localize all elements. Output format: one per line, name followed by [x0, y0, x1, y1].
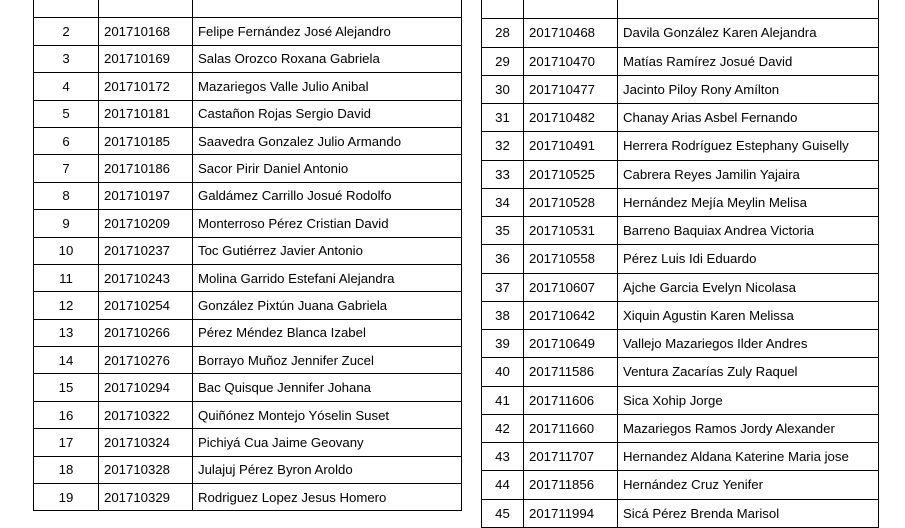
student-table-left: [33, 0, 462, 511]
table-row: [482, 75, 879, 103]
student-code-cell: 201710266: [99, 319, 193, 346]
row-number-cell: 4: [34, 73, 99, 100]
student-code-cell: 201710607: [524, 273, 618, 301]
table-row: [34, 429, 462, 456]
table-row: [34, 182, 462, 209]
student-name-cell: Castañon Rojas Sergio David: [193, 100, 462, 127]
student-code-cell: 201710185: [99, 127, 193, 154]
table-row: [34, 347, 462, 374]
table-row: [34, 374, 462, 401]
student-code-cell: 201710254: [99, 292, 193, 319]
student-code-cell: 201710491: [524, 132, 618, 160]
student-code-cell: 201710169: [99, 45, 193, 72]
student-name-cell: Hernández Cruz Yenifer: [618, 471, 879, 499]
student-name-cell: Monterroso Pérez Cristian David: [193, 210, 462, 237]
row-number-cell: 18: [34, 456, 99, 483]
row-number-cell: 43: [482, 443, 524, 471]
student-name-cell: Quiñónez Montejo Yóselin Suset: [193, 401, 462, 428]
student-name-cell: Matías Ramírez Josué David: [618, 47, 879, 75]
student-code-cell: 201710470: [524, 47, 618, 75]
table-row: [34, 0, 462, 18]
student-code-cell: 201710186: [99, 155, 193, 182]
student-name-cell: Ajche Garcia Evelyn Nicolasa: [618, 273, 879, 301]
row-number-cell: 19: [34, 484, 99, 511]
table-row: [482, 499, 879, 527]
student-name-cell: Saavedra Gonzalez Julio Armando: [193, 127, 462, 154]
student-code-cell: 201711586: [524, 358, 618, 386]
student-code-cell: 201710294: [99, 374, 193, 401]
row-number-cell: 10: [34, 237, 99, 264]
table-row: [34, 237, 462, 264]
table-row: [482, 188, 879, 216]
student-name-cell: Molina Garrido Estefani Alejandra: [193, 264, 462, 291]
student-name-cell: Chanay Arias Asbel Fernando: [618, 104, 879, 132]
row-number-cell: 44: [482, 471, 524, 499]
student-code-cell: [524, 0, 618, 19]
student-name-cell: Bac Quisque Jennifer Johana: [193, 374, 462, 401]
student-name-cell: Felipe Fernández José Alejandro: [193, 18, 462, 45]
table-row: [34, 484, 462, 511]
student-code-cell: 201710322: [99, 401, 193, 428]
student-code-cell: 201710477: [524, 75, 618, 103]
student-code-cell: 201710276: [99, 347, 193, 374]
table-row: [482, 443, 879, 471]
row-number-cell: 9: [34, 210, 99, 237]
row-number-cell: 42: [482, 414, 524, 442]
table-row: [482, 104, 879, 132]
student-code-cell: 201710531: [524, 217, 618, 245]
student-code-cell: 201710482: [524, 104, 618, 132]
student-code-cell: 201710172: [99, 73, 193, 100]
student-name-cell: Pichiyá Cua Jaime Geovany: [193, 429, 462, 456]
row-number-cell: 33: [482, 160, 524, 188]
row-number-cell: 35: [482, 217, 524, 245]
row-number-cell: 40: [482, 358, 524, 386]
row-number-cell: [482, 0, 524, 19]
row-number-cell: 39: [482, 330, 524, 358]
table-row: [34, 100, 462, 127]
row-number-cell: 11: [34, 264, 99, 291]
row-number-cell: 45: [482, 499, 524, 527]
student-code-cell: 201710328: [99, 456, 193, 483]
student-name-cell: Cabrera Reyes Jamilin Yajaira: [618, 160, 879, 188]
row-number-cell: 29: [482, 47, 524, 75]
table-row: [34, 456, 462, 483]
row-number-cell: 28: [482, 19, 524, 47]
student-code-cell: 201711606: [524, 386, 618, 414]
table-row: [482, 301, 879, 329]
row-number-cell: 8: [34, 182, 99, 209]
table-row: [34, 319, 462, 346]
row-number-cell: 15: [34, 374, 99, 401]
student-name-cell: Mazariegos Ramos Jordy Alexander: [618, 414, 879, 442]
row-number-cell: 41: [482, 386, 524, 414]
table-row: [482, 47, 879, 75]
table-row: [34, 210, 462, 237]
student-code-cell: 201710468: [524, 19, 618, 47]
table-row: [34, 155, 462, 182]
student-name-cell: Hernández Mejía Meylin Melisa: [618, 188, 879, 216]
student-table-right: [481, 0, 879, 528]
student-code-cell: 201710528: [524, 188, 618, 216]
student-code-cell: 201710525: [524, 160, 618, 188]
student-code-cell: 201710324: [99, 429, 193, 456]
student-code-cell: 201711660: [524, 414, 618, 442]
table-row: [34, 45, 462, 72]
row-number-cell: 38: [482, 301, 524, 329]
student-code-cell: 201710168: [99, 18, 193, 45]
student-code-cell: 201710243: [99, 264, 193, 291]
student-name-cell: Ventura Zacarías Zuly Raquel: [618, 358, 879, 386]
table-row: [482, 330, 879, 358]
row-number-cell: 36: [482, 245, 524, 273]
student-name-cell: Herrera Rodríguez Estephany Guiselly: [618, 132, 879, 160]
student-code-cell: [99, 0, 193, 18]
student-name-cell: Toc Gutiérrez Javier Antonio: [193, 237, 462, 264]
table-row: [482, 160, 879, 188]
row-number-cell: 30: [482, 75, 524, 103]
row-number-cell: 37: [482, 273, 524, 301]
student-name-cell: Borrayo Muñoz Jennifer Zucel: [193, 347, 462, 374]
student-code-cell: 201711994: [524, 499, 618, 527]
student-name-cell: Julajuj Pérez Byron Aroldo: [193, 456, 462, 483]
row-number-cell: 14: [34, 347, 99, 374]
student-name-cell: Barreno Baquiax Andrea Victoria: [618, 217, 879, 245]
table-row: [482, 217, 879, 245]
row-number-cell: 6: [34, 127, 99, 154]
student-code-cell: 201710642: [524, 301, 618, 329]
table-row: [482, 132, 879, 160]
table-row: [34, 73, 462, 100]
student-name-cell: Mazariegos Valle Julio Anibal: [193, 73, 462, 100]
student-code-cell: 201710649: [524, 330, 618, 358]
table-row: [34, 127, 462, 154]
student-name-cell: [193, 0, 462, 18]
row-number-cell: 3: [34, 45, 99, 72]
table-row: [34, 264, 462, 291]
row-number-cell: 13: [34, 319, 99, 346]
table-row: [482, 245, 879, 273]
row-number-cell: [34, 0, 99, 18]
student-code-cell: 201711856: [524, 471, 618, 499]
row-number-cell: 16: [34, 401, 99, 428]
table-row: [482, 19, 879, 47]
student-name-cell: Vallejo Mazariegos Ilder Andres: [618, 330, 879, 358]
student-name-cell: Sicá Pérez Brenda Marisol: [618, 499, 879, 527]
student-code-cell: 201711707: [524, 443, 618, 471]
student-name-cell: [618, 0, 879, 19]
student-name-cell: Salas Orozco Roxana Gabriela: [193, 45, 462, 72]
table-row: [482, 358, 879, 386]
row-number-cell: 32: [482, 132, 524, 160]
table-row: [482, 414, 879, 442]
row-number-cell: 34: [482, 188, 524, 216]
row-number-cell: 2: [34, 18, 99, 45]
student-code-cell: 201710558: [524, 245, 618, 273]
table-row: [482, 386, 879, 414]
student-code-cell: 201710329: [99, 484, 193, 511]
student-name-cell: Sica Xohip Jorge: [618, 386, 879, 414]
row-number-cell: 7: [34, 155, 99, 182]
table-row: [482, 273, 879, 301]
student-name-cell: Hernandez Aldana Katerine Maria jose: [618, 443, 879, 471]
table-row: [34, 401, 462, 428]
row-number-cell: 17: [34, 429, 99, 456]
student-code-cell: 201710197: [99, 182, 193, 209]
student-name-cell: Galdámez Carrillo Josué Rodolfo: [193, 182, 462, 209]
student-name-cell: Pérez Méndez Blanca Izabel: [193, 319, 462, 346]
student-code-cell: 201710209: [99, 210, 193, 237]
student-name-cell: Jacinto Piloy Rony Amílton: [618, 75, 879, 103]
student-name-cell: Pérez Luis Idi Eduardo: [618, 245, 879, 273]
student-code-cell: 201710181: [99, 100, 193, 127]
table-row: [482, 471, 879, 499]
row-number-cell: 12: [34, 292, 99, 319]
table-row: [482, 0, 879, 19]
student-name-cell: Xiquin Agustin Karen Melissa: [618, 301, 879, 329]
student-name-cell: González Pixtún Juana Gabriela: [193, 292, 462, 319]
student-code-cell: 201710237: [99, 237, 193, 264]
table-row: [34, 292, 462, 319]
row-number-cell: 31: [482, 104, 524, 132]
student-name-cell: Davila González Karen Alejandra: [618, 19, 879, 47]
student-name-cell: Sacor Pirir Daniel Antonio: [193, 155, 462, 182]
student-name-cell: Rodriguez Lopez Jesus Homero: [193, 484, 462, 511]
row-number-cell: 5: [34, 100, 99, 127]
table-row: [34, 18, 462, 45]
